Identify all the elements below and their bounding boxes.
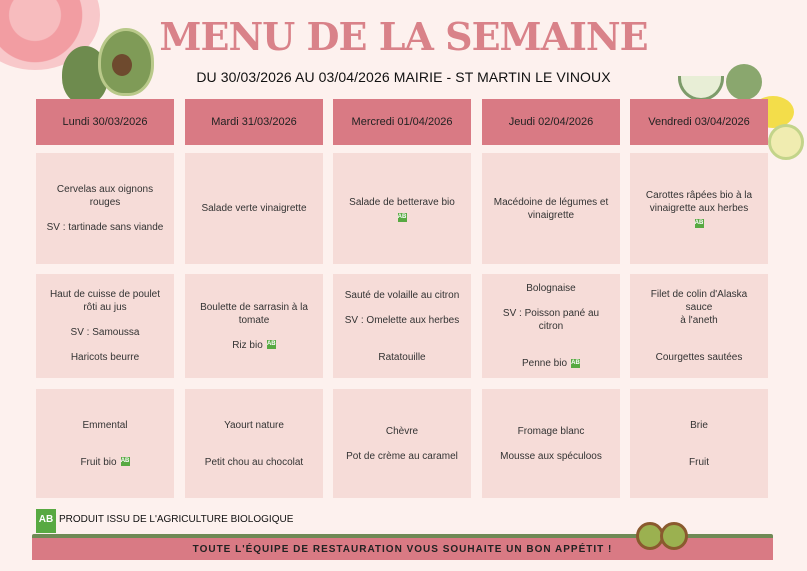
- dish-text: Chèvre: [385, 425, 419, 437]
- dish-text: Fruit: [689, 456, 709, 468]
- kiwi-illustration: [660, 522, 688, 550]
- lemon-slice-illustration: [768, 124, 804, 160]
- organic-badge-icon: AB: [120, 458, 130, 465]
- menu-cell-starter: [185, 153, 323, 264]
- dish-line: [650, 202, 748, 215]
- dish-line: [71, 351, 139, 364]
- dish-line: [522, 357, 580, 370]
- dish-text: vinaigrette: [527, 209, 575, 221]
- menu-cell-main: [185, 274, 323, 378]
- dish-text: SV : Omelette aux herbes: [344, 314, 460, 326]
- dish-line: [680, 314, 718, 327]
- dish-text: SV : Poisson pané au citron: [502, 308, 600, 332]
- dish-line: [349, 196, 455, 209]
- dish-line: [71, 326, 140, 339]
- dish-text: Salade verte vinaigrette: [201, 203, 307, 214]
- menu-cell-starter: [333, 153, 471, 264]
- dish-line: [57, 183, 153, 196]
- menu-cell-dessert: [482, 389, 620, 498]
- dish-line: [205, 456, 303, 469]
- dish-line: [690, 419, 708, 432]
- dish-text: Fromage blanc: [517, 425, 585, 437]
- dish-text: Riz bio: [232, 339, 263, 351]
- dish-line: [47, 221, 164, 234]
- day-header: Vendredi 03/04/2026: [630, 99, 768, 145]
- dish-line: [638, 288, 760, 314]
- dish-line: [50, 288, 160, 301]
- dish-text: Pot de crème au caramel: [346, 450, 458, 462]
- menu-cell-main: [630, 274, 768, 378]
- dish-line: [646, 189, 752, 202]
- dish-line: [386, 425, 418, 438]
- dish-text: tomate: [238, 314, 270, 326]
- dish-line: [200, 301, 308, 314]
- dish-line: [232, 339, 276, 352]
- dish-text: Ratatouille: [378, 351, 426, 363]
- menu-cell-main: [333, 274, 471, 378]
- organic-logo-icon: AB: [36, 509, 56, 529]
- dish-text: Haut de cuisse de poulet: [49, 289, 161, 300]
- dish-text: rôti au jus: [83, 302, 127, 313]
- dish-line: [689, 456, 709, 469]
- menu-cell-starter: [482, 153, 620, 264]
- dish-line: [239, 314, 270, 327]
- dish-text: SV : tartinade sans viande: [46, 222, 164, 233]
- dish-line: [82, 419, 127, 432]
- dish-line: [80, 456, 129, 469]
- dish-text: Cervelas aux oignons: [56, 184, 154, 195]
- menu-cell-dessert: [185, 389, 323, 498]
- day-header: Lundi 30/03/2026: [36, 99, 174, 145]
- menu-cell-starter: [36, 153, 174, 264]
- dish-text: à l'aneth: [680, 315, 718, 326]
- dish-text: Sauté de volaille au citron: [344, 289, 460, 301]
- dish-line: [518, 425, 585, 438]
- dish-line: [494, 196, 609, 209]
- dish-text: Haricots beurre: [70, 352, 140, 363]
- dish-line: [346, 450, 458, 463]
- dish-line: [345, 289, 460, 302]
- dish-line: [83, 301, 126, 314]
- dish-text: Penne bio: [521, 358, 568, 369]
- dish-line: [90, 196, 121, 209]
- dish-text: Petit chou au chocolat: [204, 456, 304, 468]
- dish-line: [500, 450, 602, 463]
- dish-line: [224, 419, 284, 432]
- dish-text: Brie: [690, 419, 708, 431]
- dish-text: Filet de colin d'Alaska sauce: [650, 289, 748, 313]
- menu-cell-dessert: [36, 389, 174, 498]
- dish-text: Boulette de sarrasin à la: [200, 301, 308, 313]
- organic-badge-icon: AB: [397, 213, 407, 220]
- organic-legend: PRODUIT ISSU DE L'AGRICULTURE BIOLOGIQUE: [59, 514, 294, 525]
- dish-text: Fruit bio: [80, 456, 117, 468]
- footer-banner: TOUTE L'ÉQUIPE DE RESTAURATION VOUS SOUHAITE UN BON APPÉTIT !: [32, 538, 773, 560]
- menu-cell-dessert: [333, 389, 471, 498]
- dish-line: [526, 282, 575, 295]
- menu-cell-main: [36, 274, 174, 378]
- dish-line: [201, 202, 306, 215]
- dish-text: rouges: [89, 197, 121, 208]
- menu-cell-main: [482, 274, 620, 378]
- dish-line: [656, 351, 743, 364]
- menu-date-range: DU 30/03/2026 AU 03/04/2026 MAIRIE - ST MARTIN LE VINOUX: [196, 69, 611, 85]
- dish-text: Emmental: [82, 419, 128, 431]
- dish-line: [490, 307, 612, 333]
- day-header: Mardi 31/03/2026: [185, 99, 323, 145]
- dish-text: Yaourt nature: [224, 419, 284, 431]
- organic-badge-icon: AB: [266, 341, 276, 348]
- dish-text: Carottes râpées bio à la: [645, 190, 753, 201]
- dish-line: [345, 314, 460, 327]
- day-header: Jeudi 02/04/2026: [482, 99, 620, 145]
- day-header: Mercredi 01/04/2026: [333, 99, 471, 145]
- dish-line: [378, 351, 425, 364]
- dish-text: SV : Samoussa: [70, 327, 140, 338]
- dish-text: Bolognaise: [526, 283, 576, 294]
- dish-text: Courgettes sautées: [655, 352, 743, 363]
- dish-text: vinaigrette aux herbes: [649, 203, 749, 214]
- menu-cell-dessert: [630, 389, 768, 498]
- dish-text: Macédoine de légumes et: [493, 196, 609, 208]
- organic-logo-band: [36, 529, 56, 533]
- dish-text: Mousse aux spéculoos: [500, 450, 602, 462]
- dish-line: [528, 209, 574, 222]
- menu-cell-starter: [630, 153, 768, 264]
- organic-badge-icon: AB: [571, 359, 580, 366]
- dish-text: Salade de betterave bio: [349, 196, 455, 208]
- page-title: MENU DE LA SEMAINE: [159, 14, 648, 59]
- organic-badge-icon: AB: [694, 220, 704, 226]
